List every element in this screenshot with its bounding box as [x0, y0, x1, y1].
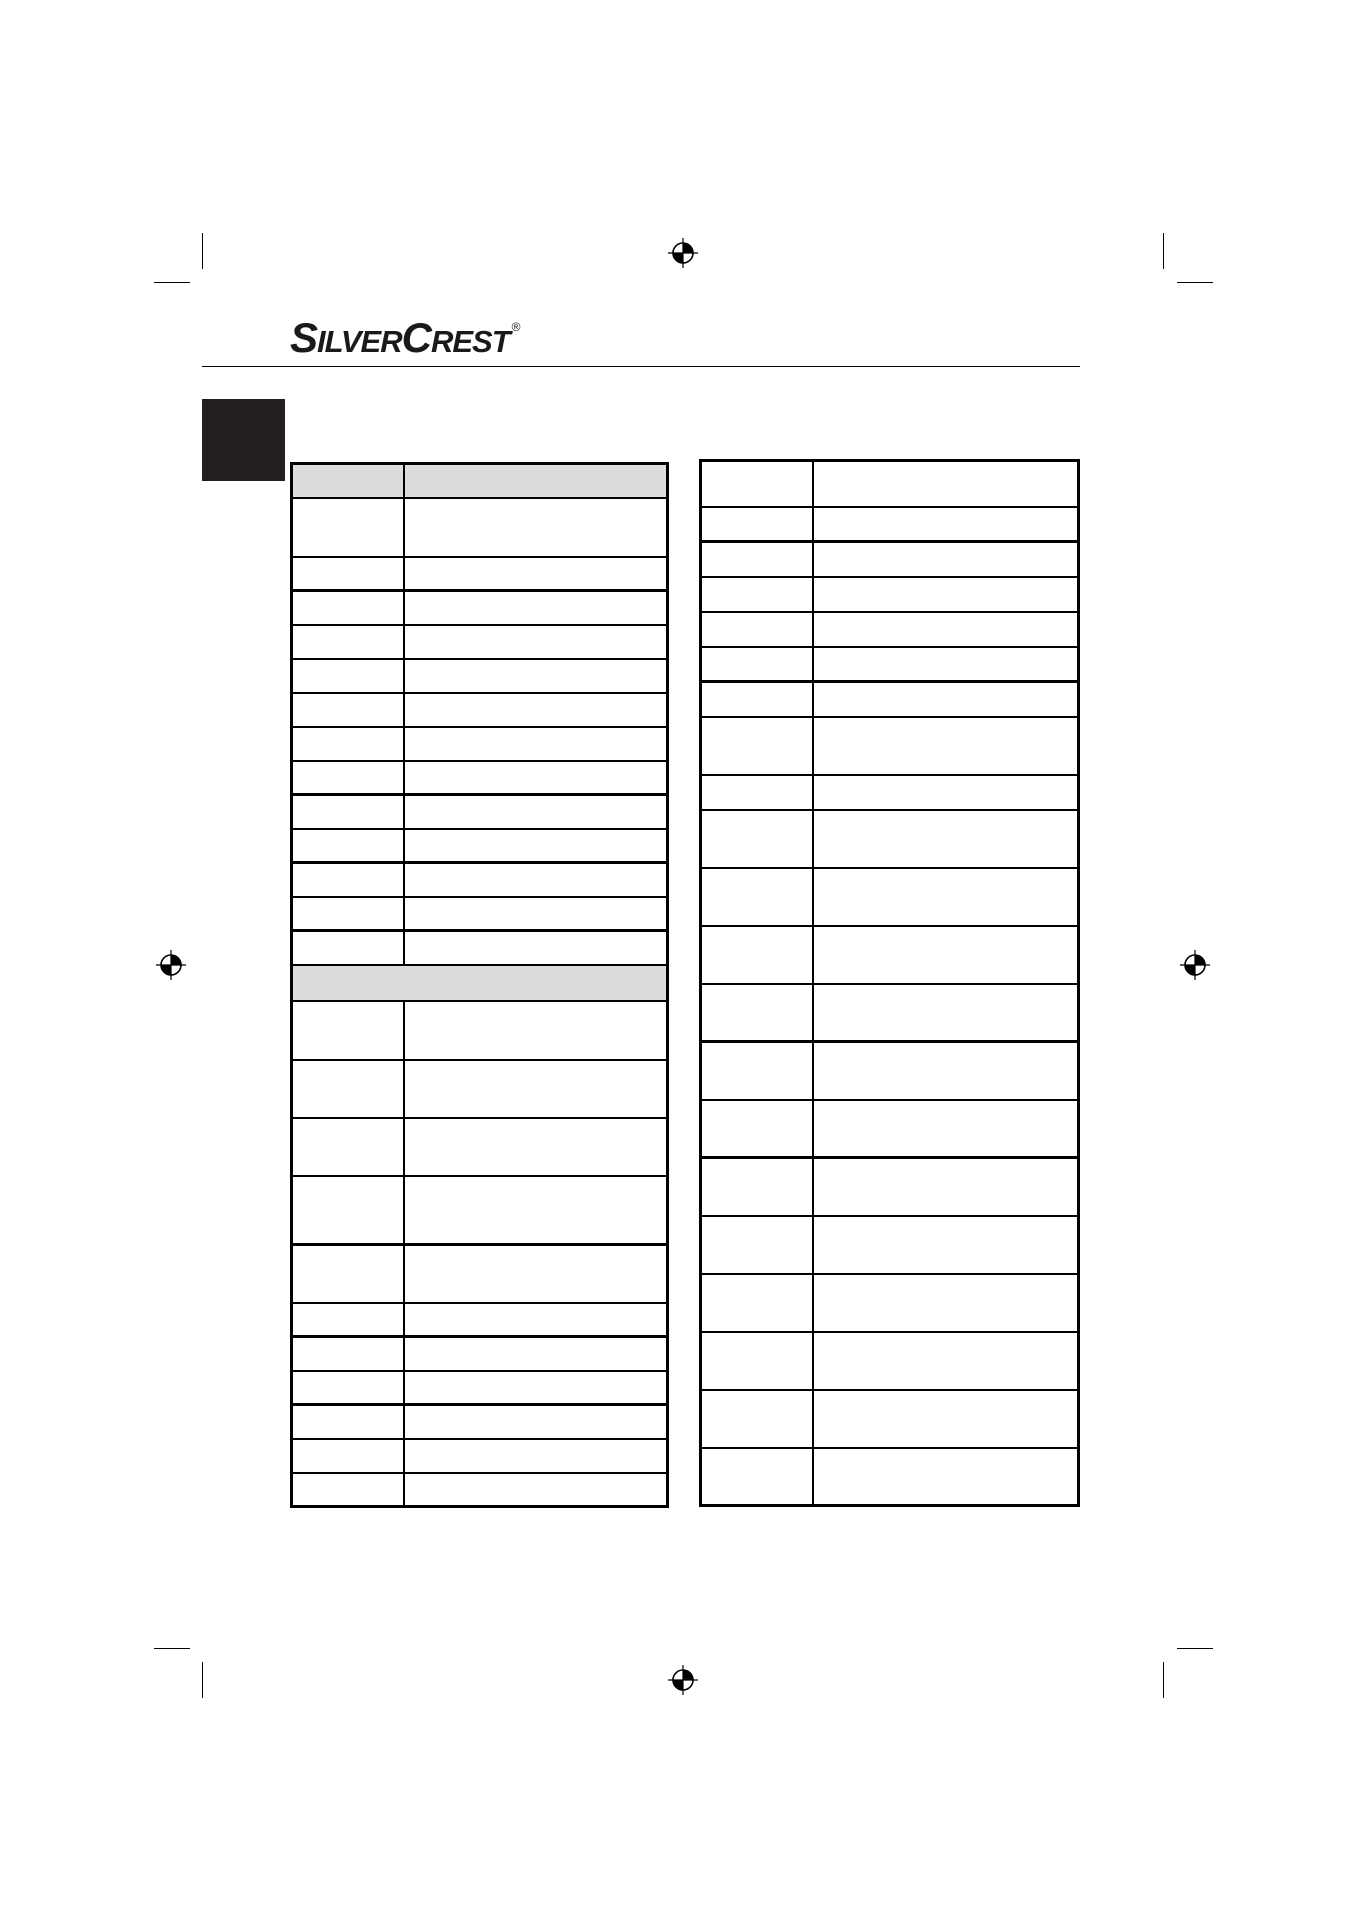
table-cell-key	[701, 542, 813, 577]
table-cell-key	[292, 1245, 404, 1303]
table-cell-value	[813, 926, 1079, 984]
table-row	[701, 1158, 1079, 1216]
table-row	[701, 461, 1079, 507]
table-cell-key	[701, 984, 813, 1042]
table-row	[701, 775, 1079, 810]
table-cell-key	[701, 577, 813, 612]
table-cell-value	[813, 682, 1079, 717]
table-row	[292, 897, 668, 931]
table-cell-value	[813, 1042, 1079, 1100]
table-cell-value	[404, 1405, 668, 1439]
table-cell-value	[813, 1332, 1079, 1390]
brand-logo	[290, 314, 519, 360]
table-cell-value	[404, 625, 668, 659]
table-row	[701, 717, 1079, 775]
table-row	[292, 1245, 668, 1303]
table-cell-key	[292, 591, 404, 625]
table-row	[292, 931, 668, 965]
table-row	[292, 557, 668, 591]
table-cell-key	[701, 682, 813, 717]
table-row	[292, 795, 668, 829]
table-row	[701, 1216, 1079, 1274]
table-cell-value	[404, 1060, 668, 1118]
table-row	[292, 829, 668, 863]
table-row	[292, 1371, 668, 1405]
table-cell-key	[701, 1274, 813, 1332]
registration-mark-icon	[668, 238, 698, 268]
table-cell-value	[404, 829, 668, 863]
table-cell-value	[813, 868, 1079, 926]
table-cell-key	[701, 1390, 813, 1448]
table-cell-key	[701, 612, 813, 647]
table-row	[701, 1042, 1079, 1100]
table-row	[701, 1274, 1079, 1332]
table-row	[701, 612, 1079, 647]
table-row	[292, 863, 668, 897]
table-cell-key	[292, 625, 404, 659]
table-cell-value	[404, 897, 668, 931]
table-row	[292, 625, 668, 659]
table-row	[701, 1390, 1079, 1448]
table-cell-key	[701, 1042, 813, 1100]
registration-mark-icon	[156, 950, 186, 980]
table-row	[292, 1176, 668, 1245]
table-cell-value	[404, 727, 668, 761]
table-cell-key	[292, 464, 404, 498]
table-cell-value	[404, 1371, 668, 1405]
table-row	[292, 659, 668, 693]
table-cell-value	[404, 464, 668, 498]
table-cell-value	[813, 1274, 1079, 1332]
table-cell-value	[813, 1158, 1079, 1216]
table-cell-key	[292, 1473, 404, 1507]
table-cell-value	[404, 1473, 668, 1507]
table-cell-value	[404, 1337, 668, 1371]
table-cell-key	[701, 868, 813, 926]
table-cell-key	[292, 1118, 404, 1176]
table-cell-value	[404, 863, 668, 897]
table-cell-value	[813, 810, 1079, 868]
table-cell-value	[813, 461, 1079, 507]
table-row	[292, 1118, 668, 1176]
table-cell-value	[813, 1448, 1079, 1506]
table-cell-key	[701, 810, 813, 868]
table-cell-key	[292, 1405, 404, 1439]
trademark-symbol: ®	[511, 320, 520, 334]
table-row	[292, 693, 668, 727]
table-cell-value	[813, 577, 1079, 612]
table-cell-key	[292, 727, 404, 761]
table-cell-value	[813, 612, 1079, 647]
table-cell-key	[292, 897, 404, 931]
table-row	[701, 647, 1079, 682]
table-section-cell	[292, 965, 668, 1001]
table-cell-key	[701, 1100, 813, 1158]
table-cell-key	[701, 717, 813, 775]
table-cell-value	[813, 984, 1079, 1042]
table-cell-key	[701, 1158, 813, 1216]
table-cell-key	[292, 659, 404, 693]
table-row	[701, 682, 1079, 717]
crop-mark-bottom-left-horizontal	[154, 1648, 190, 1649]
table-cell-value	[404, 557, 668, 591]
table-row	[292, 761, 668, 795]
table-cell-key	[292, 1176, 404, 1245]
table-row	[292, 1405, 668, 1439]
table-row	[292, 591, 668, 625]
crop-mark-bottom-right-horizontal	[1177, 1648, 1213, 1649]
table-row	[292, 1001, 668, 1060]
table-cell-key	[701, 775, 813, 810]
table-cell-key	[701, 1332, 813, 1390]
table-row	[292, 498, 668, 557]
table-cell-key	[292, 1439, 404, 1473]
header-rule	[202, 366, 1080, 367]
table-cell-value	[404, 693, 668, 727]
table-row	[701, 1332, 1079, 1390]
table-cell-value	[813, 542, 1079, 577]
table-header-row	[292, 464, 668, 498]
table-row	[701, 926, 1079, 984]
table-cell-value	[404, 1118, 668, 1176]
table-cell-key	[292, 795, 404, 829]
table-row	[701, 1100, 1079, 1158]
table-cell-key	[701, 1448, 813, 1506]
table-cell-value	[404, 1303, 668, 1337]
table-row	[292, 727, 668, 761]
table-cell-key	[701, 647, 813, 682]
table-cell-key	[292, 693, 404, 727]
table-cell-value	[813, 775, 1079, 810]
table-cell-value	[404, 1176, 668, 1245]
table-cell-key	[292, 1337, 404, 1371]
table-cell-value	[404, 1439, 668, 1473]
crop-mark-bottom-right-vertical	[1163, 1662, 1164, 1698]
table-cell-key	[292, 1001, 404, 1060]
table-cell-key	[701, 461, 813, 507]
table-row	[292, 1473, 668, 1507]
table-cell-key	[701, 507, 813, 542]
table-section-row	[292, 965, 668, 1001]
table-cell-value	[404, 761, 668, 795]
table-cell-key	[292, 557, 404, 591]
table-cell-value	[404, 659, 668, 693]
table-cell-value	[813, 1216, 1079, 1274]
table-cell-value	[813, 507, 1079, 542]
table-row	[701, 577, 1079, 612]
language-tab	[202, 399, 285, 481]
table-cell-key	[292, 1371, 404, 1405]
table-cell-value	[404, 931, 668, 965]
table-cell-key	[292, 931, 404, 965]
table-cell-value	[813, 1390, 1079, 1448]
table-row	[701, 1448, 1079, 1506]
left-table	[290, 462, 669, 1508]
table-cell-value	[813, 1100, 1079, 1158]
crop-mark-top-left-horizontal	[154, 282, 190, 283]
table-cell-value	[404, 1001, 668, 1060]
table-row	[701, 542, 1079, 577]
table-row	[292, 1337, 668, 1371]
table-row	[701, 810, 1079, 868]
table-cell-key	[292, 863, 404, 897]
table-cell-key	[292, 829, 404, 863]
table-cell-value	[404, 1245, 668, 1303]
table-row	[292, 1439, 668, 1473]
right-table	[699, 459, 1080, 1507]
registration-mark-icon	[668, 1665, 698, 1695]
table-row	[701, 984, 1079, 1042]
brand-letter-c: C	[401, 314, 431, 361]
table-cell-key	[292, 1060, 404, 1118]
table-cell-value	[404, 795, 668, 829]
table-cell-value	[813, 647, 1079, 682]
table-cell-key	[292, 1303, 404, 1337]
brand-letter-s: S	[290, 314, 318, 361]
registration-mark-icon	[1180, 950, 1210, 980]
table-row	[292, 1060, 668, 1118]
table-cell-value	[404, 498, 668, 557]
brand-text-rest: REST	[430, 324, 510, 359]
table-cell-value	[813, 717, 1079, 775]
crop-mark-bottom-left-vertical	[202, 1662, 203, 1698]
table-cell-key	[292, 761, 404, 795]
crop-mark-top-right-vertical	[1163, 233, 1164, 269]
table-cell-key	[701, 926, 813, 984]
crop-mark-top-left-vertical	[202, 233, 203, 269]
table-cell-value	[404, 591, 668, 625]
crop-mark-top-right-horizontal	[1177, 282, 1213, 283]
table-row	[292, 1303, 668, 1337]
brand-text-ilver: ILVER	[317, 324, 402, 359]
table-row	[701, 868, 1079, 926]
table-row	[701, 507, 1079, 542]
table-cell-key	[292, 498, 404, 557]
table-cell-key	[701, 1216, 813, 1274]
